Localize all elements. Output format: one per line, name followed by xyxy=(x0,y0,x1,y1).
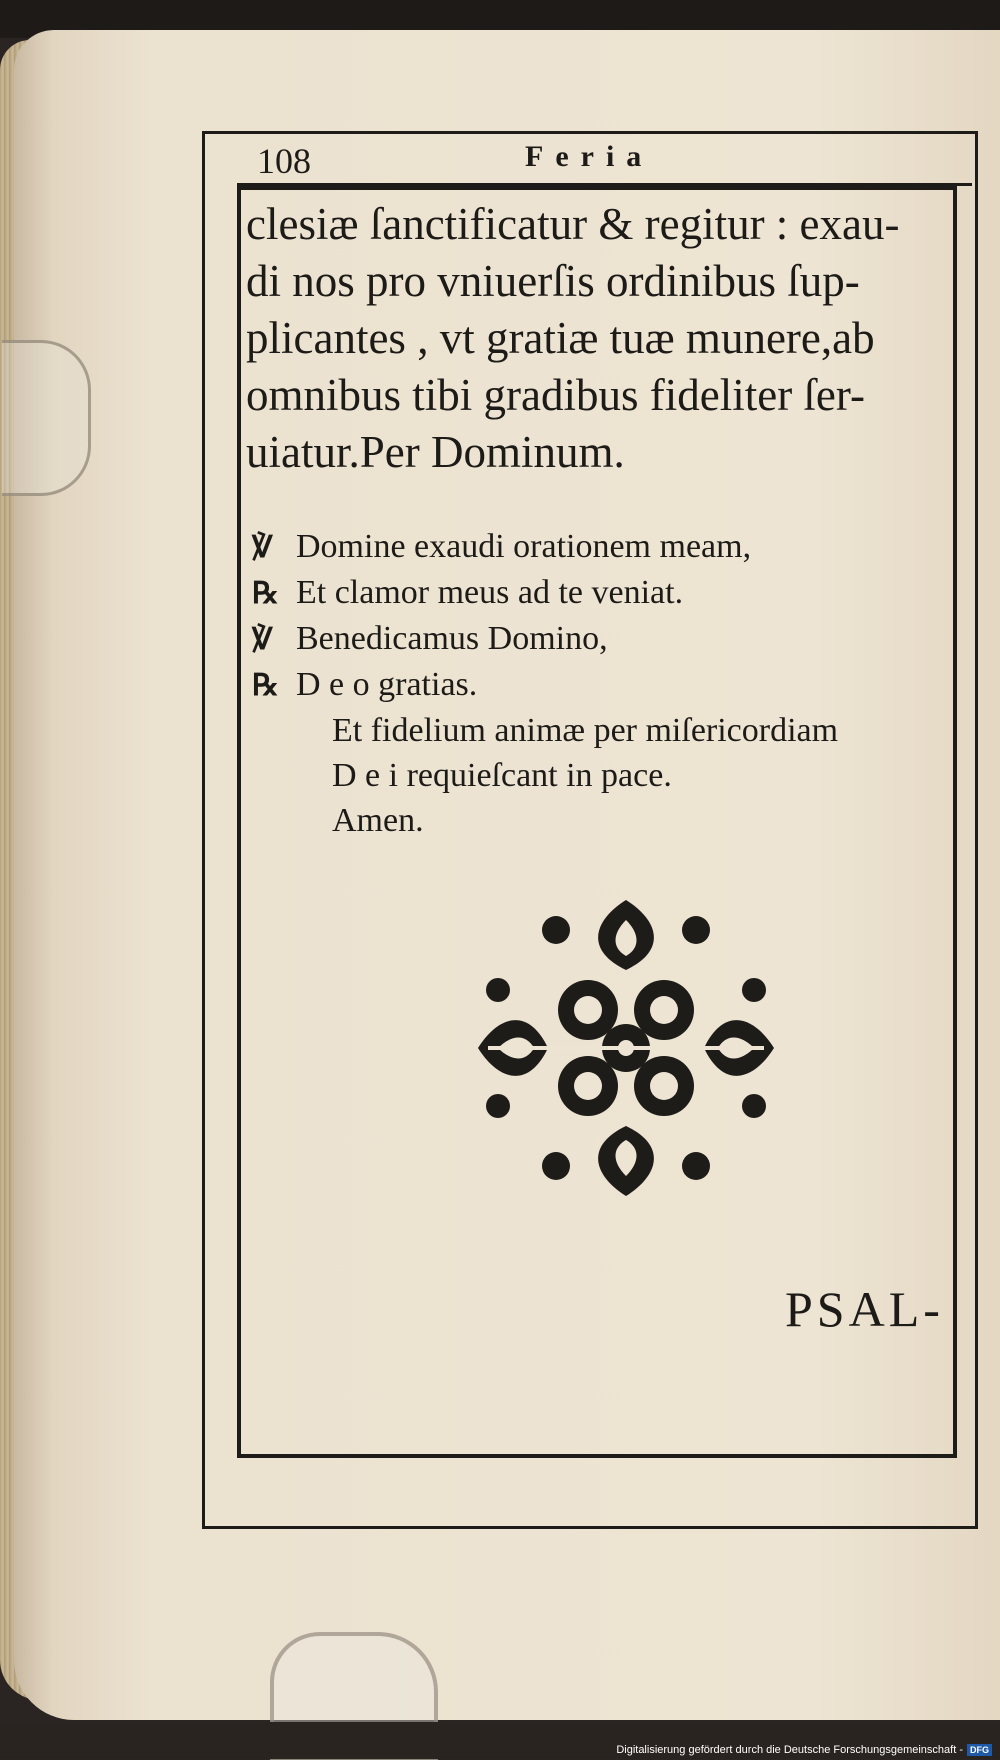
closing-line: D e i requieſcant in pace. xyxy=(332,757,672,794)
credit-text: Digitalisierung gefördert durch die Deutsche Forschungsgemeinschaft - xyxy=(616,1744,963,1756)
versicles-block xyxy=(252,524,972,843)
response-line xyxy=(252,570,972,616)
running-head xyxy=(237,136,949,182)
versicle-text: Benedicamus Domino, xyxy=(296,620,608,657)
text-line: omnibus tibi gradibus fideliter ſer- xyxy=(246,370,865,420)
text-line: uiatur.Per Dominum. xyxy=(246,427,625,477)
page-number: 108 xyxy=(257,141,311,181)
response-text: Et clamor meus ad te veniat. xyxy=(296,574,684,611)
text-line: plicantes , vt gratiæ tuæ munere,ab xyxy=(246,313,875,363)
response-text: D e o gratias. xyxy=(296,666,478,703)
versicle-icon: ℣ xyxy=(252,623,273,656)
closing-line: Amen. xyxy=(332,802,424,839)
versicle-icon: ℣ xyxy=(252,531,273,564)
running-title: Feria xyxy=(525,140,654,173)
versicle-line xyxy=(252,616,972,662)
prayer-text xyxy=(246,196,956,481)
header-rule xyxy=(237,183,972,186)
text-line: di nos pro vniuerſis ordinibus ſup- xyxy=(246,256,860,306)
response-icon: ℞ xyxy=(252,577,279,610)
versicle-line xyxy=(252,524,972,570)
versicle-text: Domine exaudi orationem meam, xyxy=(296,528,752,565)
response-icon: ℞ xyxy=(252,669,279,702)
dfg-logo-icon: DFG xyxy=(967,1744,992,1756)
closing-line: Et fidelium animæ per miſericordiam xyxy=(332,712,839,749)
catchword: PSAL- xyxy=(785,1281,944,1337)
fleuron-icon xyxy=(468,890,784,1206)
digitization-credit xyxy=(616,1742,992,1758)
response-line xyxy=(252,662,972,708)
bookmark-tab xyxy=(2,340,91,496)
text-line: clesiæ ſanctificatur & regitur : exau- xyxy=(246,199,900,249)
